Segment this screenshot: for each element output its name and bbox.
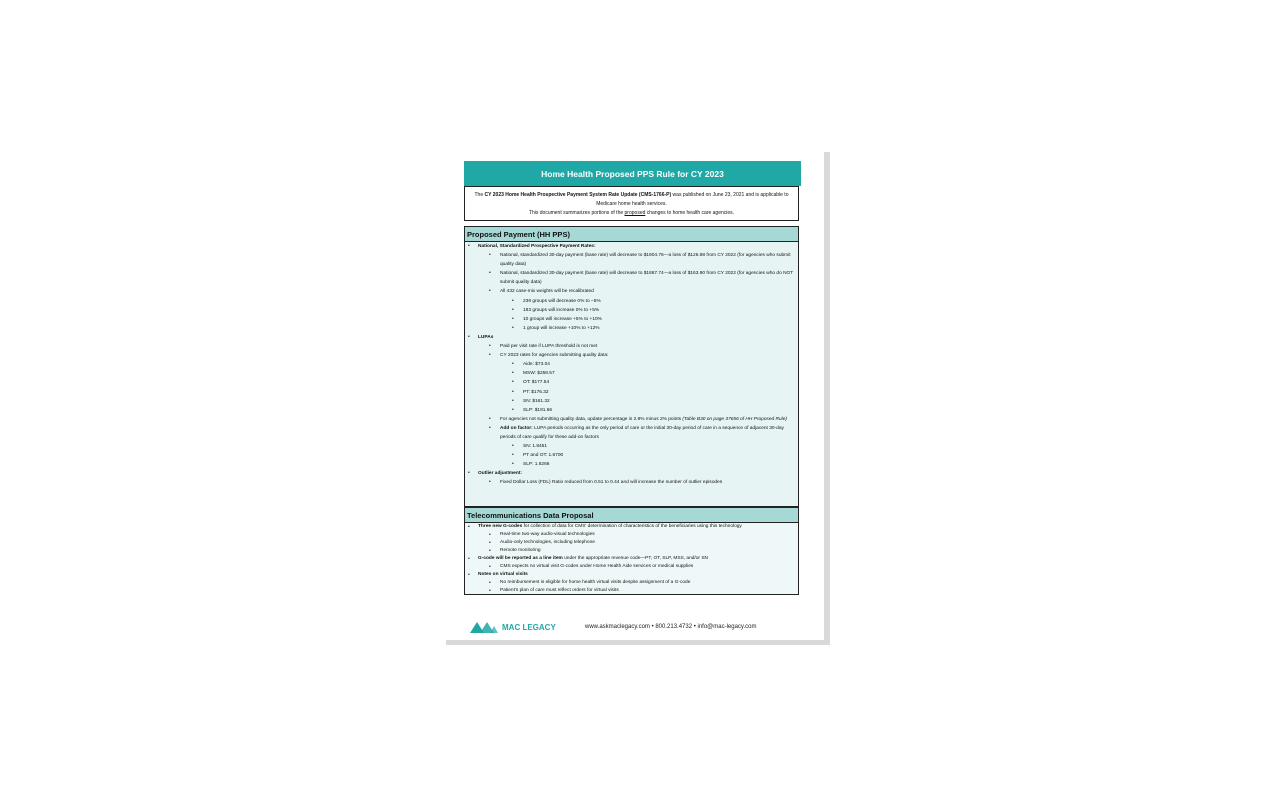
list-item: • Fixed Dollar Loss (FDL) Ratio reduced from 0.51 to 0.44 and will increase the number of outlier episodes — [465, 478, 798, 487]
list-item: • Real-time two-way audio-visual technologies — [465, 531, 798, 539]
payment-list — [465, 242, 798, 488]
list-item: • No reimbursement is eligible for home health virtual visits despite assignment of a G-code — [465, 579, 798, 587]
logo-text: MAC LEGACY — [502, 622, 556, 632]
list-item: • Paid per visit rate if LUPA threshold is not met — [465, 342, 798, 351]
list-item: • Notes on virtual visits — [465, 571, 798, 579]
mac-legacy-logo-icon — [469, 620, 499, 634]
contact-info: www.askmaclegacy.com • 800.213.4732 • info@mac-legacy.com — [585, 624, 757, 630]
intro-box — [464, 186, 799, 221]
list-item: • PT and OT: 1.6700 — [465, 451, 798, 460]
list-item: • SLP: $191.66 — [465, 406, 798, 415]
list-item: • National, standardized 30-day payment (base rate) will decrease to $1904.76—a loss of $126.88 from CY 2022 (for agencies who submit quality data) — [465, 251, 798, 269]
telecom-list — [465, 523, 798, 595]
list-item: • All 432 case-mix weights will be recalibrated — [465, 287, 798, 296]
proposed-payment-section — [464, 226, 799, 507]
list-item: • Add on factor: LUPA periods occurring as the only period of care or the initial 30-day period of care in a sequence of adjacent 30-day periods of care qualify for these add-on factors — [465, 424, 798, 442]
list-item: • 10 groups will increase +5% to +10% — [465, 315, 798, 324]
list-item: • National, standardized 30-day payment (base rate) will decrease to $1867.74—a loss of $163.90 from CY 2022 (for agencies who do NOT submit quality data) — [465, 269, 798, 287]
list-item: • Patient's plan of care must reflect orders for virtual visits — [465, 587, 798, 595]
list-item: • For agencies not submitting quality data, update percentage is 2.9% minus 2% points (Table B30 on page 37656 of HH Proposed Rule) — [465, 415, 798, 424]
list-item: • 238 groups will decrease 0% to −5% — [465, 297, 798, 306]
list-item: • LUPAs — [465, 333, 798, 342]
list-item: • Outlier adjustment: — [465, 469, 798, 478]
footer — [469, 620, 799, 634]
section-heading: Telecommunications Data Proposal — [465, 508, 798, 523]
list-item: • SN: $161.32 — [465, 397, 798, 406]
list-item: • Three new G-codes for collection of data for CMS' determination of characteristics of the beneficiaries using this technology — [465, 523, 798, 531]
mac-legacy-logo — [469, 620, 581, 634]
list-item: • 183 groups will increase 0% to +5% — [465, 306, 798, 315]
list-item: • CMS expects no virtual visit G-codes under Home Health Aide services or medical supplies — [465, 563, 798, 571]
intro-paragraph-1: The CY 2023 Home Health Prospective Payment System Rate Update (CMS-1766-P) was published on June 23, 2021 and is applicable to Medicare home health services. — [474, 192, 789, 207]
list-item: • National, Standardized Prospective Payment Rates: — [465, 242, 798, 251]
list-item: • MSW: $258.57 — [465, 369, 798, 378]
list-item: • OT: $177.54 — [465, 378, 798, 387]
list-item: • Audio-only technologies, including telephone — [465, 539, 798, 547]
document-title: Home Health Proposed PPS Rule for CY 2023 — [464, 161, 801, 186]
section-heading: Proposed Payment (HH PPS) — [465, 227, 798, 242]
list-item: • G-code will be reported as a line item under the appropriate revenue code—PT, OT, SLP, MSS, and/or SN — [465, 555, 798, 563]
list-item: • Aide: $73.04 — [465, 360, 798, 369]
list-item: • Remote monitoring — [465, 547, 798, 555]
document-page — [444, 150, 824, 640]
telecommunications-section — [464, 507, 799, 595]
list-item: • 1 group will increase +10% to +12% — [465, 324, 798, 333]
list-item: • SLP: 1.6266 — [465, 460, 798, 469]
list-item: • SN: 1.8451 — [465, 442, 798, 451]
intro-paragraph-2: This document summarizes portions of the proposed changes to home health care agencies. — [528, 209, 735, 216]
list-item: • PT: $176.32 — [465, 388, 798, 397]
list-item: • CY 2023 rates for agencies submitting quality data: — [465, 351, 798, 360]
